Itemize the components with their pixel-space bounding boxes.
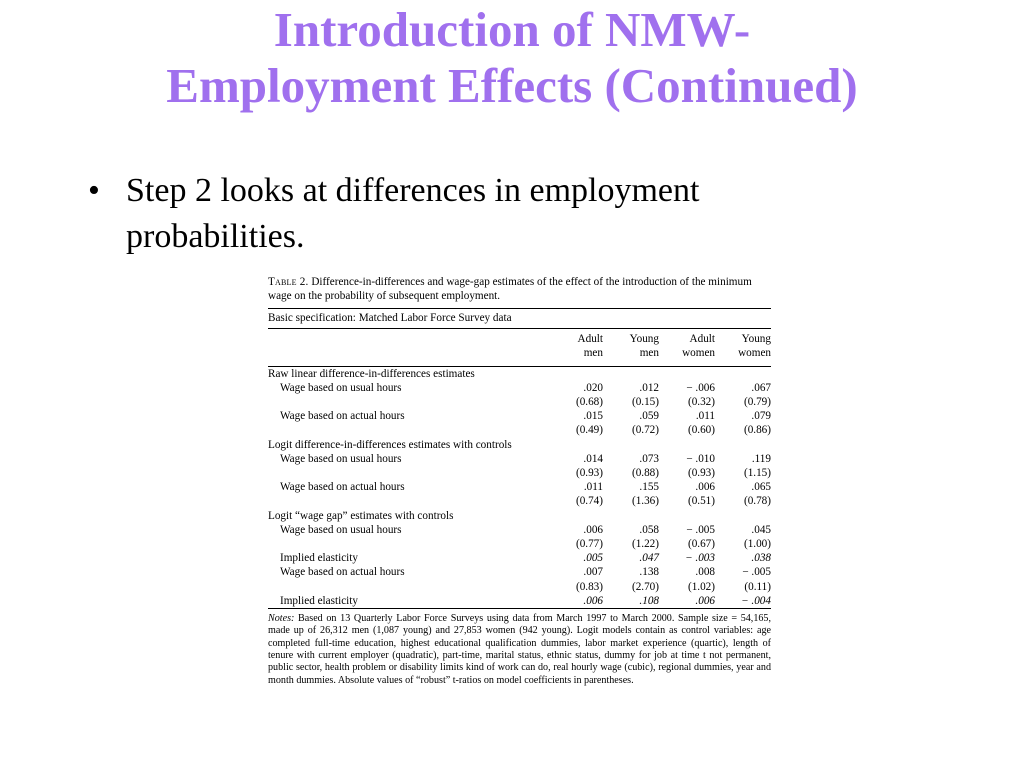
tstat-cell: (1.00) [743, 538, 771, 551]
tstat-row [268, 494, 771, 508]
row-label: Wage based on usual hours [280, 452, 402, 465]
coefficient-cell: .006 [695, 481, 715, 494]
coefficient-cell: − .004 [741, 594, 771, 607]
estimates-table [268, 329, 771, 608]
tstat-row [268, 423, 771, 437]
tstat-cell: (0.93) [575, 467, 603, 480]
row-label: Implied elasticity [280, 594, 358, 607]
bullet-text [126, 168, 699, 260]
caption-label: Table 2. [268, 276, 309, 288]
table-notes [268, 609, 771, 687]
tstat-cell: (0.15) [631, 396, 659, 409]
tstat-cell: (2.70) [631, 580, 659, 593]
tstat-row [268, 580, 771, 594]
section-heading: Logit “wage gap” estimates with controls [268, 509, 454, 522]
coefficient-cell: .011 [695, 410, 715, 423]
bullet-line-1: Step 2 looks at differences in employment [126, 172, 700, 209]
coefficient-cell: .020 [583, 381, 603, 394]
row-label: Wage based on actual hours [280, 410, 405, 423]
tstat-stub [268, 466, 547, 480]
coefficient-cell: .007 [583, 566, 603, 579]
tstat-cell: (0.78) [743, 495, 771, 508]
title-line-2: Employment Effects (Continued) [166, 58, 858, 113]
section-heading-row [268, 509, 771, 523]
tstat-cell: (0.72) [631, 424, 659, 437]
row-label: Implied elasticity [280, 552, 358, 565]
bullet-item [88, 168, 848, 260]
tstat-cell: (0.93) [687, 467, 715, 480]
tstat-cell: (0.67) [687, 538, 715, 551]
row-label: Wage based on usual hours [280, 381, 402, 394]
tstat-cell: (0.88) [631, 467, 659, 480]
tstat-cell: (0.60) [687, 424, 715, 437]
coefficient-cell: − .005 [686, 523, 715, 536]
title-line-1: Introduction of NMW- [273, 2, 751, 57]
coefficient-cell: .155 [639, 481, 659, 494]
tstat-stub [268, 494, 547, 508]
tstat-cell: (0.11) [744, 580, 771, 593]
coefficient-cell: .065 [751, 481, 771, 494]
coefficient-cell: .058 [639, 523, 659, 536]
coefficient-cell: .067 [751, 381, 771, 394]
tstat-stub [268, 580, 547, 594]
tstat-cell: (0.86) [743, 424, 771, 437]
tstat-cell: (0.68) [575, 396, 603, 409]
coefficient-cell: .079 [751, 410, 771, 423]
table-caption [268, 275, 771, 303]
tstat-cell: (1.02) [687, 580, 715, 593]
notes-text: Based on 13 Quarterly Labor Force Surveys using data from March 1997 to March 2000. Sample size = 54,165, made up of 26,312 men (1,087 young) and 27,853 women (942 young). Logit models contain as control variables: age completed full-time education, highest educational qualification dummies, labor market experience (quartic), length of tenure with current employer (quadratic), part-time, marital status, ethnic status, dummy for job at time t not permanent, public sector, health problem or disability limits kind of work can do, real hourly wage (cubic), regional dummies, year and month dummies. Absolute values of “robust” t-ratios on model coefficients in parentheses. [268, 613, 771, 686]
tstat-row [268, 395, 771, 409]
section-heading: Raw linear difference-in-differences estimates [268, 367, 475, 380]
tstat-cell: (0.77) [575, 538, 603, 551]
tstat-row [268, 466, 771, 480]
bullet-mark: • [88, 172, 100, 209]
bullet-line-2: probabilities. [126, 218, 305, 255]
section-heading-row [268, 438, 771, 452]
caption-text: Difference-in-differences and wage-gap estimates of the effect of the introduction of the minimum wage on the probability of subsequent employment. [268, 276, 752, 303]
estimate-row [268, 381, 771, 395]
section-heading: Logit difference-in-differences estimates with controls [268, 438, 512, 451]
tstat-cell: (0.74) [575, 495, 603, 508]
tstat-stub [268, 423, 547, 437]
notes-label: Notes: [268, 613, 295, 625]
tstat-cell: (0.83) [575, 580, 603, 593]
coefficient-cell: .138 [639, 566, 659, 579]
coefficient-cell: − .003 [685, 552, 715, 565]
elasticity-row [268, 594, 771, 608]
estimate-row [268, 480, 771, 494]
table-body [268, 367, 771, 608]
coefficient-cell: .047 [639, 552, 659, 565]
coefficient-cell: .073 [639, 452, 659, 465]
tstat-cell: (1.36) [631, 495, 659, 508]
estimate-row [268, 565, 771, 579]
elasticity-row [268, 551, 771, 565]
row-label: Wage based on usual hours [280, 523, 402, 536]
coefficient-cell: .012 [639, 381, 659, 394]
coefficient-cell: .015 [583, 410, 603, 423]
tstat-cell: (1.22) [631, 538, 659, 551]
tstat-stub [268, 537, 547, 551]
tstat-cell: (0.79) [743, 396, 771, 409]
estimate-row [268, 452, 771, 466]
results-table [268, 275, 771, 687]
estimate-row [268, 523, 771, 537]
coefficient-cell: .006 [583, 594, 603, 607]
coefficient-cell: .014 [583, 452, 603, 465]
coefficient-cell: − .005 [742, 566, 771, 579]
coefficient-cell: .045 [751, 523, 771, 536]
tstat-cell: (0.49) [575, 424, 603, 437]
coefficient-cell: .059 [639, 410, 659, 423]
tstat-row [268, 537, 771, 551]
coefficient-cell: .011 [583, 481, 603, 494]
coefficient-cell: .038 [751, 552, 771, 565]
coefficient-cell: .119 [751, 452, 771, 465]
header-stub [268, 329, 547, 367]
coefficient-cell: − .010 [686, 452, 715, 465]
coefficient-cell: .005 [583, 552, 603, 565]
slide-title [0, 2, 1024, 114]
table-specification: Basic specification: Matched Labor Force Survey data [268, 312, 512, 325]
row-label: Wage based on actual hours [280, 481, 405, 494]
tstat-stub [268, 395, 547, 409]
estimate-row [268, 409, 771, 423]
bullet-list [88, 168, 848, 260]
coefficient-cell: .108 [639, 594, 659, 607]
header-adult-men: Adult men [577, 332, 603, 359]
header-row [268, 329, 771, 367]
coefficient-cell: − .006 [686, 381, 715, 394]
coefficient-cell: .008 [695, 566, 715, 579]
tstat-cell: (0.51) [687, 495, 715, 508]
row-label: Wage based on actual hours [280, 566, 405, 579]
coefficient-cell: .006 [695, 594, 715, 607]
header-young-men: Young men [629, 332, 659, 359]
tstat-cell: (1.15) [743, 467, 771, 480]
section-heading-row [268, 367, 771, 381]
header-adult-women: Adult women [682, 332, 715, 359]
tstat-cell: (0.32) [687, 396, 715, 409]
header-young-women: Young women [738, 332, 771, 359]
coefficient-cell: .006 [583, 523, 603, 536]
